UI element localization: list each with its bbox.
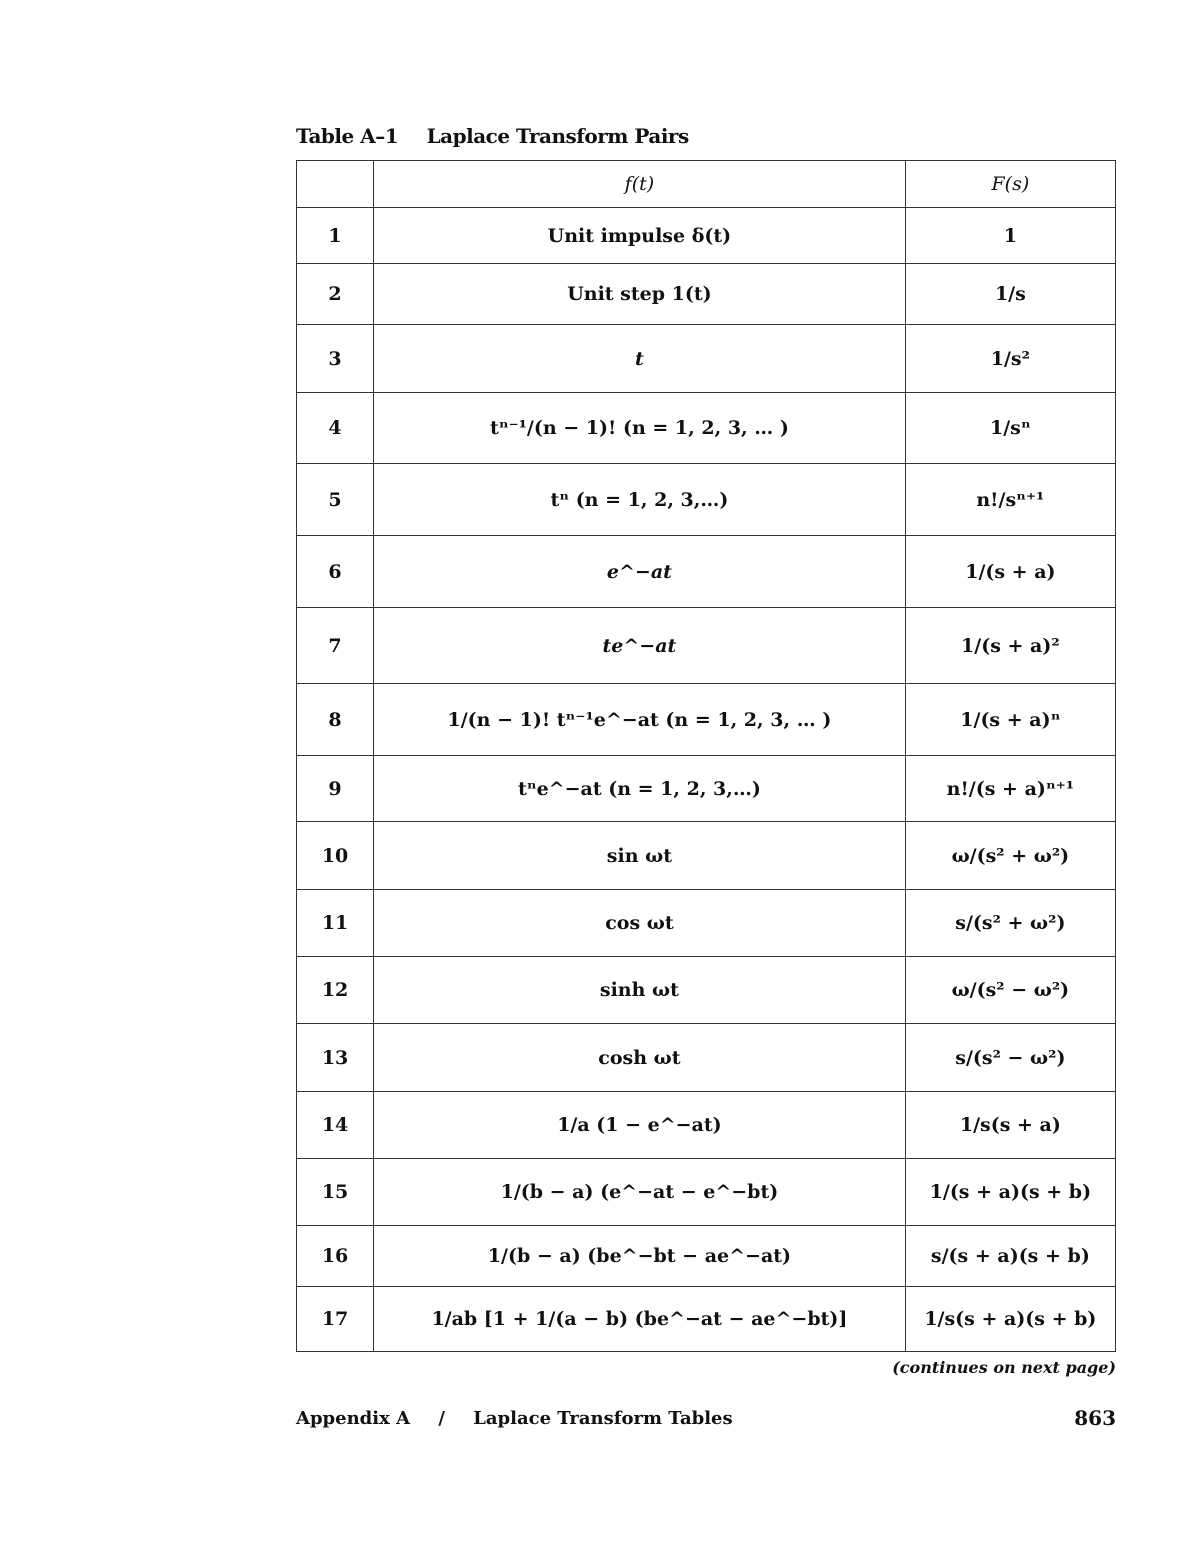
time-function: t	[374, 325, 906, 393]
table-row	[297, 1024, 1116, 1092]
transform: 1/(s + a)(s + b)	[905, 1159, 1115, 1226]
row-number: 2	[297, 264, 374, 325]
transform: n!/sⁿ⁺¹	[905, 464, 1115, 536]
row-number: 7	[297, 608, 374, 684]
transform: 1/s(s + a)	[905, 1092, 1115, 1159]
transform: ω/(s² + ω²)	[905, 822, 1115, 890]
transform: ω/(s² − ω²)	[905, 957, 1115, 1024]
time-function: 1/(b − a) (be^−bt − ae^−at)	[374, 1226, 906, 1287]
table-row	[297, 1287, 1116, 1352]
transform: 1/s(s + a)(s + b)	[905, 1287, 1115, 1352]
row-number: 14	[297, 1092, 374, 1159]
table-row	[297, 957, 1116, 1024]
row-number: 16	[297, 1226, 374, 1287]
table-row	[297, 1226, 1116, 1287]
row-number: 12	[297, 957, 374, 1024]
footer-separator: /	[438, 1408, 445, 1429]
table-row	[297, 1159, 1116, 1226]
continues-note: (continues on next page)	[892, 1358, 1116, 1377]
table-row	[297, 756, 1116, 822]
transform: 1/s	[905, 264, 1115, 325]
row-number: 17	[297, 1287, 374, 1352]
time-function: Unit step 1(t)	[374, 264, 906, 325]
footer-appendix: Appendix A	[296, 1408, 411, 1429]
footer-section: Laplace Transform Tables	[473, 1408, 733, 1429]
row-number: 13	[297, 1024, 374, 1092]
row-number: 1	[297, 208, 374, 264]
time-function: sinh ωt	[374, 957, 906, 1024]
table-row	[297, 822, 1116, 890]
table-row	[297, 393, 1116, 464]
transform: 1/(s + a)²	[905, 608, 1115, 684]
page-footer	[296, 1408, 733, 1429]
table-row	[297, 464, 1116, 536]
table-row	[297, 1092, 1116, 1159]
transform: 1	[905, 208, 1115, 264]
header-F: F(s)	[905, 161, 1115, 208]
time-function: tⁿ⁻¹/(n − 1)! (n = 1, 2, 3, … )	[374, 393, 906, 464]
table-row	[297, 608, 1116, 684]
table-caption	[296, 124, 689, 148]
time-function: te^−at	[374, 608, 906, 684]
table-row	[297, 264, 1116, 325]
time-function: tⁿe^−at (n = 1, 2, 3,…)	[374, 756, 906, 822]
time-function: 1/ab [1 + 1/(a − b) (be^−at − ae^−bt)]	[374, 1287, 906, 1352]
transform: 1/(s + a)	[905, 536, 1115, 608]
caption-label: Table A–1	[296, 124, 399, 148]
row-number: 9	[297, 756, 374, 822]
transform: s/(s + a)(s + b)	[905, 1226, 1115, 1287]
time-function: sin ωt	[374, 822, 906, 890]
header-index	[297, 161, 374, 208]
row-number: 11	[297, 890, 374, 957]
transform: 1/s²	[905, 325, 1115, 393]
transform: s/(s² + ω²)	[905, 890, 1115, 957]
row-number: 4	[297, 393, 374, 464]
table-row	[297, 208, 1116, 264]
table-row	[297, 890, 1116, 957]
time-function: e^−at	[374, 536, 906, 608]
time-function: cos ωt	[374, 890, 906, 957]
header-row	[297, 161, 1116, 208]
transform: s/(s² − ω²)	[905, 1024, 1115, 1092]
row-number: 3	[297, 325, 374, 393]
row-number: 5	[297, 464, 374, 536]
table-row	[297, 325, 1116, 393]
header-f: f(t)	[374, 161, 906, 208]
table-row	[297, 684, 1116, 756]
row-number: 15	[297, 1159, 374, 1226]
time-function: 1/(b − a) (e^−at − e^−bt)	[374, 1159, 906, 1226]
transform: n!/(s + a)ⁿ⁺¹	[905, 756, 1115, 822]
row-number: 10	[297, 822, 374, 890]
transform: 1/(s + a)ⁿ	[905, 684, 1115, 756]
row-number: 8	[297, 684, 374, 756]
laplace-table	[296, 160, 1116, 1352]
time-function: Unit impulse δ(t)	[374, 208, 906, 264]
time-function: 1/a (1 − e^−at)	[374, 1092, 906, 1159]
time-function: cosh ωt	[374, 1024, 906, 1092]
page-number: 863	[1074, 1406, 1116, 1430]
table-row	[297, 536, 1116, 608]
caption-title: Laplace Transform Pairs	[426, 124, 689, 148]
transform: 1/sⁿ	[905, 393, 1115, 464]
row-number: 6	[297, 536, 374, 608]
time-function: tⁿ (n = 1, 2, 3,…)	[374, 464, 906, 536]
time-function: 1/(n − 1)! tⁿ⁻¹e^−at (n = 1, 2, 3, … )	[374, 684, 906, 756]
